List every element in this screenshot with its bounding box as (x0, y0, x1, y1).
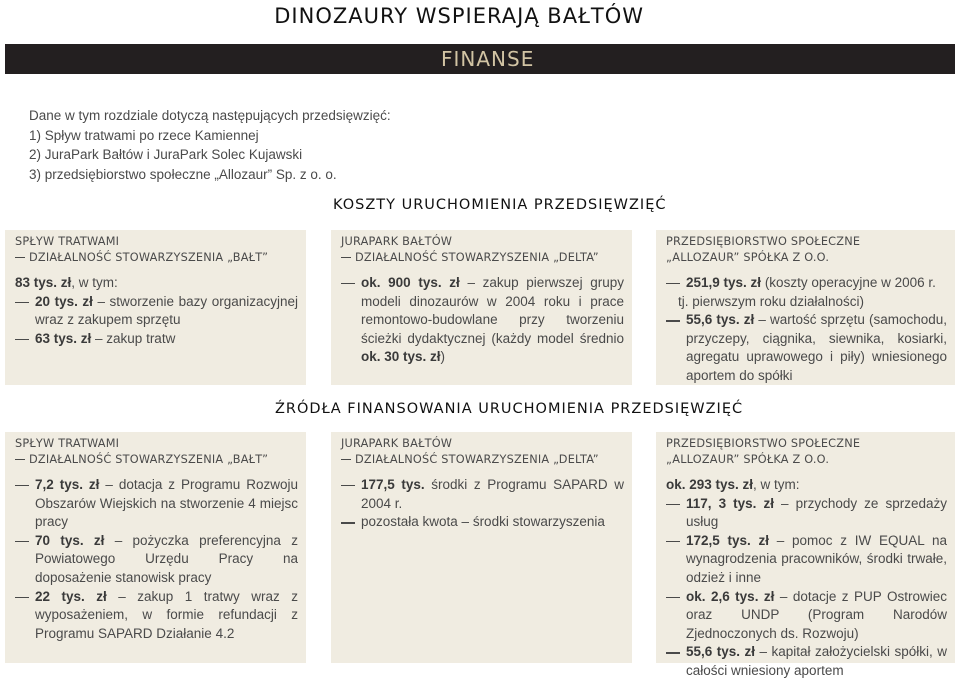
box-subtitle: „ALLOZAUR” SPÓŁKA Z O.O. (666, 250, 830, 264)
list-item: 251,9 tys. zł (koszty operacyjne w 2006 r. (666, 274, 947, 293)
box-title: SPŁYW TRATWAMI (15, 437, 120, 450)
intro-text (29, 106, 391, 184)
intro-line: 2) JuraPark Bałtów i JuraPark Solec Kujawski (29, 147, 303, 162)
section-banner (5, 44, 955, 74)
list-item: 177,5 tys. środki z Programu SAPARD w 2004 r. (341, 476, 624, 513)
box-subtitle: DZIAŁALNOŚĆ STOWARZYSZENIA „BAŁT” (15, 452, 298, 468)
cost-box-splyw (5, 230, 306, 385)
cost-box-allozaur (656, 230, 955, 385)
box-title: JURAPARK BAŁTÓW (341, 437, 453, 450)
dash-icon (341, 459, 351, 460)
box-subtitle: „ALLOZAUR” SPÓŁKA Z O.O. (666, 452, 830, 466)
total-line: ok. 293 tys. zł, w tym: (666, 477, 800, 492)
list-item: ok. 2,6 tys. zł – dotacje z PUP Ostrowiec oraz UNDP (Program Narodów Zjednoczonych ds. Rozwoju) (666, 588, 947, 644)
list-item: 20 tys. zł – stworzenie bazy organizacyjnej wraz z zakupem sprzętu (15, 293, 298, 330)
list-item: ok. 900 tys. zł – zakup pierwszej grupy modeli dinozaurów w 2004 roku i prace remontowo-budowlane przy tworzeniu ścieżki dydaktycznej (każdy model średnio ok. 30 tys. zł) (341, 274, 624, 367)
intro-line: Dane w tym rozdziale dotyczą następujących przedsięwzięć: (29, 108, 391, 123)
costs-heading: KOSZTY URUCHOMIENIA PRZEDSIĘWZIĘĆ (333, 197, 667, 213)
list-item: 55,6 tys. zł – kapitał założycielski spółki, w całości wniesiony aportem (666, 643, 947, 680)
box-title: SPŁYW TRATWAMI (15, 235, 120, 248)
intro-line: 3) przedsiębiorstwo społeczne „Allozaur” Sp. z o. o. (29, 166, 337, 182)
box-title: JURAPARK BAŁTÓW (341, 235, 453, 248)
list-item: pozostała kwota – środki stowarzyszenia (341, 513, 624, 532)
list-item: 55,6 tys. zł – wartość sprzętu (samochodu, przyczepy, ciągnika, siewnika, kosiarki, agregatu uprawowego i piły) wniesionego aportem do spółki (666, 311, 947, 385)
dash-icon (341, 257, 351, 258)
dash-icon (15, 459, 25, 460)
list-item: 172,5 tys. zł – pomoc z IW EQUAL na wynagrodzenia pracowników, środki trwałe, odzież i inne (666, 532, 947, 588)
list-item: 63 tys. zł – zakup tratw (15, 330, 298, 349)
page-title: DINOZAURY WSPIERAJĄ BAŁTÓW (274, 4, 644, 28)
box-title: PRZEDSIĘBIORSTWO SPOŁECZNE (666, 235, 861, 248)
list-item: 7,2 tys. zł – dotacja z Programu Rozwoju Obszarów Wiejskich na stworzenie 4 miejsc pracy (15, 476, 298, 532)
list-item: 117, 3 tys. zł – przychody ze sprzedaży usług (666, 495, 947, 532)
continuation-text: tj. pierwszym roku działalności) (678, 293, 865, 309)
box-title: PRZEDSIĘBIORSTWO SPOŁECZNE (666, 437, 861, 450)
source-box-jurapark (331, 432, 632, 663)
intro-line: 1) Spływ tratwami po rzece Kamiennej (29, 127, 259, 143)
box-subtitle: DZIAŁALNOŚĆ STOWARZYSZENIA „DELTA” (341, 452, 624, 468)
source-box-splyw (5, 432, 306, 663)
cost-box-jurapark (331, 230, 632, 385)
source-box-allozaur (656, 432, 955, 678)
dash-icon (15, 257, 25, 258)
box-subtitle: DZIAŁALNOŚĆ STOWARZYSZENIA „BAŁT” (15, 250, 298, 266)
list-item: 70 tys. zł – pożyczka preferencyjna z Powiatowego Urzędu Pracy na doposażenie stanowisk pracy (15, 532, 298, 588)
sources-heading: ŹRÓDŁA FINANSOWANIA URUCHOMIENIA PRZEDSIĘWZIĘĆ (275, 401, 744, 417)
box-subtitle: DZIAŁALNOŚĆ STOWARZYSZENIA „DELTA” (341, 250, 624, 266)
banner-title: FINANSE (441, 47, 535, 71)
total-line: 83 tys. zł, w tym: (15, 275, 118, 290)
list-item: 22 tys. zł – zakup 1 tratwy wraz z wyposażeniem, w formie refundacji z Programu SAPARD Działanie 4.2 (15, 588, 298, 644)
